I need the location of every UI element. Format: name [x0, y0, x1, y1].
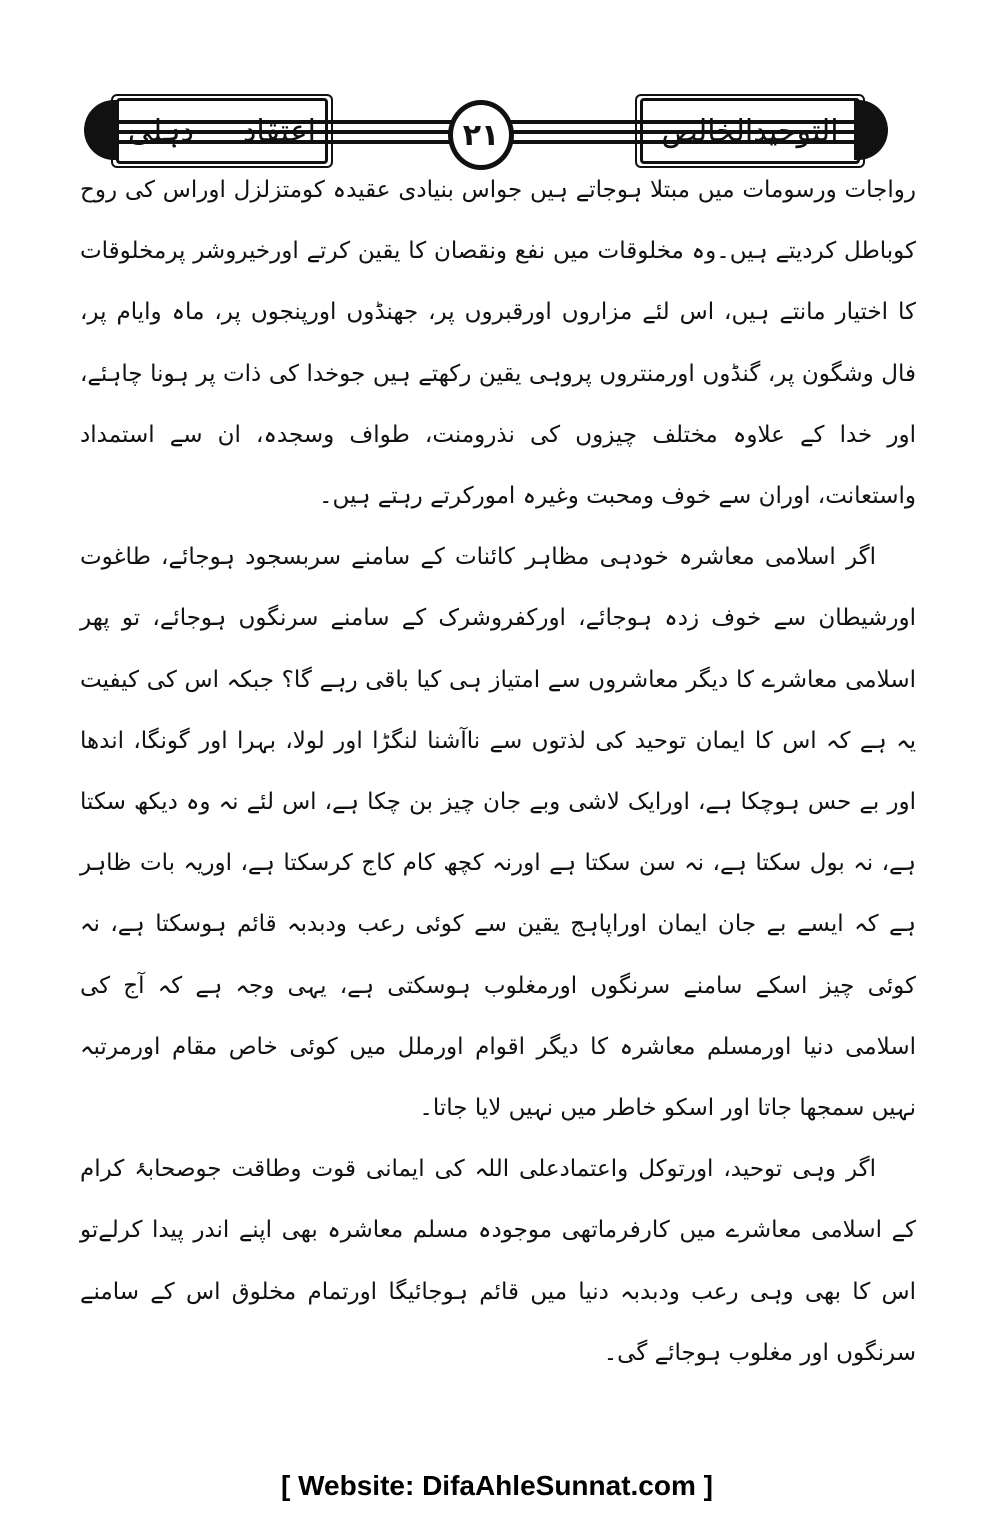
book-title-box [640, 98, 860, 164]
page-header [0, 0, 994, 180]
page-body [80, 160, 916, 1384]
paragraph-3: اگر وہی توحید، اورتوکل واعتمادعلی اللہ کی ایمانی قوت وطاقت جوصحابۂ کرام کے اسلامی معاشرے میں کارفرماتھی موجودہ مسلم معاشرہ بھی اپنے اندر پیدا کرلےتو اس کا بھی وہی رعب ودبدبہ دنیا میں قائم ہوجائیگا اورتمام مخلوق اس کے سامنے سرنگوں اور مغلوب ہوجائے گی۔ [80, 1156, 916, 1366]
paragraph-2: اگر اسلامی معاشرہ خودہی مظاہر کائنات کے سامنے سربسجود ہوجائے، طاغوت اورشیطان سے خوف زدہ ہوجائے، اورکفروشرک کے سامنے سرنگوں ہوجائے، تو پھر اسلامی معاشرے کا دیگر معاشروں سے امتیاز ہی کیا باقی رہے گا؟ جبکہ اس کی کیفیت یہ ہے کہ اس کا ایمان توحید کی لذتوں سے ناآشنا لنگڑا اور لولا، بہرا اور گونگا، اندھا اور بے حس ہوچکا ہے، اورایک لاشی وبے جان چیز بن چکا ہے، اس لئے نہ وہ دیکھ سکتا ہے، نہ بول سکتا ہے، نہ سن سکتا ہے اورنہ کچھ کام کاج کرسکتا ہے، اوریہ بات ظاہر ہے کہ ایسے بے جان ایمان اوراپاہج یقین سے کوئی رعب ودبدبہ قائم ہوسکتا ہے، نہ کوئی چیز اسکے سامنے سرنگوں اورمغلوب ہوسکتی ہے، یہی وجہ ہے کہ آج کی اسلامی دنیا اورمسلم معاشرہ کا دیگر اقوام اورملل میں کوئی خاص مقام اورمرتبہ نہیں سمجھا جاتا اور اسکو خاطر میں نہیں لایا جاتا۔ [80, 544, 916, 1122]
section-title: اعتقاد — دہلی [128, 113, 316, 149]
page-number: ۲۱ [448, 100, 514, 170]
paragraph-1: رواجات ورسومات میں مبتلا ہوجاتے ہیں جواس بنیادی عقیدہ کومتزلزل اوراس کی روح کوباطل کردیتے ہیں۔وہ مخلوقات میں نفع ونقصان کا یقین کرتے اورخیروشر پرمخلوقات کا اختیار مانتے ہیں، اس لئے مزاروں اورقبروں پر، جھنڈوں اورپنجوں پر، ماہ وایام پر، فال وشگون پر، گنڈوں اورمنتروں پروہی یقین رکھتے ہیں جوخدا کی ذات پر ہونا چاہئے، اور خدا کے علاوہ مختلف چیزوں کی نذرومنت، طواف وسجدہ، ان سے استمداد واستعانت، اوران سے خوف ومحبت وغیرہ امورکرتے رہتے ہیں۔ [80, 177, 916, 510]
website-footer: [ Website: DifaAhleSunnat.com ] [281, 1470, 713, 1501]
section-title-box [116, 98, 328, 164]
book-title: التوحیدالخالص [661, 113, 839, 149]
